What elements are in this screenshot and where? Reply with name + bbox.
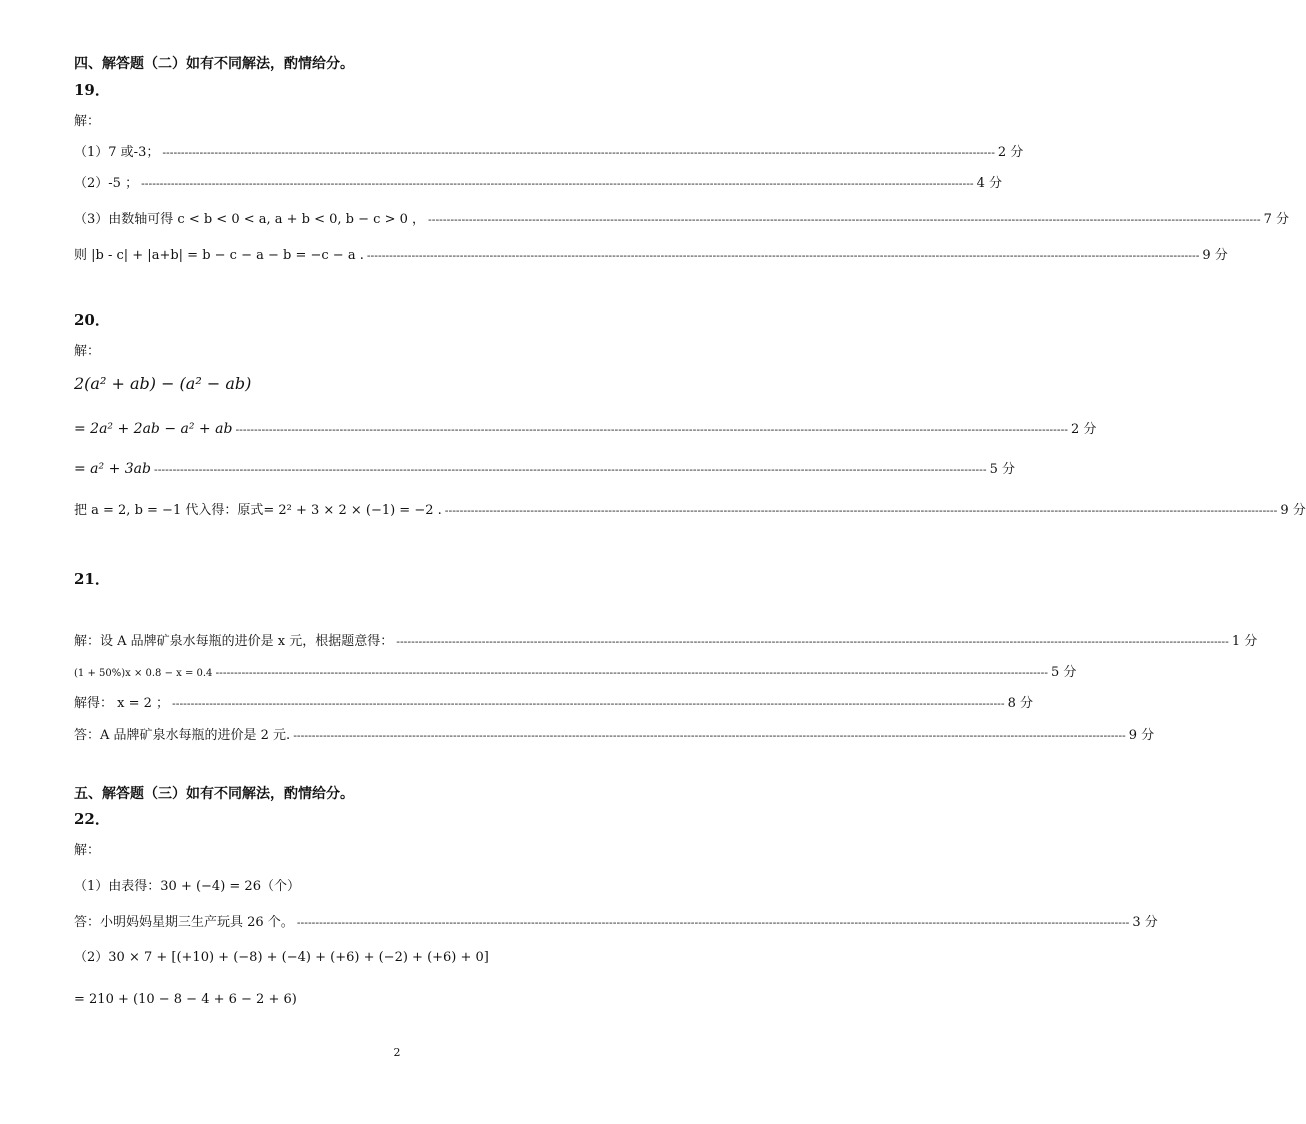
solution-label: 解： xyxy=(74,344,101,359)
answer-text: 解得： x = 2 ； xyxy=(74,696,170,711)
dash-leader: -------------------------------------------------------------------------------------------------------------------------------------------------------------------------------------------------------------------------------- xyxy=(444,504,1278,517)
solution-label: 解： xyxy=(74,843,101,858)
dash-leader: -------------------------------------------------------------------------------------------------------------------------------------------------------------------------------------------------------------------------------- xyxy=(172,697,1005,710)
dash-leader: -------------------------------------------------------------------------------------------------------------------------------------------------------------------------------------------------------------------------------- xyxy=(235,423,1068,436)
answer-line xyxy=(74,726,1155,746)
answer-line xyxy=(74,663,1077,684)
answer-line xyxy=(74,210,1289,230)
score-points: 4 分 xyxy=(976,176,1003,191)
score-points: 3 分 xyxy=(1132,915,1158,930)
score-points: 2 分 xyxy=(997,145,1024,160)
question-number-20: 20． xyxy=(74,311,110,329)
answer-line xyxy=(74,246,1228,266)
answer-line xyxy=(74,419,1097,440)
section-heading-4: 四、解答题（二）如有不同解法，酌情给分。 xyxy=(74,56,354,72)
dash-leader: -------------------------------------------------------------------------------------------------------------------------------------------------------------------------------------------------------------------------------- xyxy=(141,177,974,190)
answer-line xyxy=(74,174,1003,194)
dash-leader: -------------------------------------------------------------------------------------------------------------------------------------------------------------------------------------------------------------------------------- xyxy=(154,463,987,476)
answer-line xyxy=(74,632,1258,652)
answer-line xyxy=(74,913,1158,933)
dash-leader: -------------------------------------------------------------------------------------------------------------------------------------------------------------------------------------------------------------------------------- xyxy=(428,213,1261,226)
answer-text: （2）30 × 7 + [(+10) + (−8) + (−4) + (+6) + (−2) + (+6) + 0] xyxy=(74,950,489,965)
question-number-19: 19． xyxy=(74,81,110,99)
score-points: 7 分 xyxy=(1263,212,1289,227)
score-points: 5 分 xyxy=(1051,665,1077,680)
answer-line xyxy=(74,143,1024,163)
score-points: 5 分 xyxy=(989,462,1015,477)
dash-leader: -------------------------------------------------------------------------------------------------------------------------------------------------------------------------------------------------------------------------------- xyxy=(215,666,1048,679)
answer-text: = 210 + (10 − 8 − 4 + 6 − 2 + 6) xyxy=(74,992,297,1007)
answer-text: 解：设 A 品牌矿泉水每瓶的进价是 x 元，根据题意得： xyxy=(74,634,394,649)
question-number-21: 21． xyxy=(74,570,110,588)
score-points: 2 分 xyxy=(1071,422,1097,437)
score-points: 1 分 xyxy=(1231,634,1258,649)
dash-leader: -------------------------------------------------------------------------------------------------------------------------------------------------------------------------------------------------------------------------------- xyxy=(396,635,1229,648)
answer-text: = a² + 3ab xyxy=(74,461,151,477)
section-heading-5: 五、解答题（三）如有不同解法，酌情给分。 xyxy=(74,786,354,802)
answer-line xyxy=(74,694,1033,714)
score-points: 9 分 xyxy=(1128,728,1155,743)
solution-label: 解： xyxy=(74,114,101,129)
answer-text: = 2a² + 2ab − a² + ab xyxy=(74,421,233,437)
answer-text: 答：小明妈妈星期三生产玩具 26 个。 xyxy=(74,915,294,930)
page-number: 2 xyxy=(393,1046,401,1059)
answer-line xyxy=(74,459,1015,480)
score-points: 8 分 xyxy=(1007,696,1033,711)
answer-text: （3）由数轴可得 c < b < 0 < a, a + b < 0, b − c > 0 ， xyxy=(74,212,426,227)
dash-leader: -------------------------------------------------------------------------------------------------------------------------------------------------------------------------------------------------------------------------------- xyxy=(293,729,1126,742)
dash-leader: -------------------------------------------------------------------------------------------------------------------------------------------------------------------------------------------------------------------------------- xyxy=(162,146,995,159)
dash-leader: -------------------------------------------------------------------------------------------------------------------------------------------------------------------------------------------------------------------------------- xyxy=(296,916,1130,929)
answer-text: （2）-5 ； xyxy=(74,176,139,191)
answer-text: (1 + 50%)x × 0.8 − x = 0.4 xyxy=(74,668,213,679)
score-points: 9 分 xyxy=(1202,248,1228,263)
expression: 2(a² + ab) − (a² − ab) xyxy=(74,374,252,393)
question-number-22: 22． xyxy=(74,810,110,828)
answer-text: 则 |b - c| + |a+b| = b − c − a − b = −c − a . xyxy=(74,248,364,263)
answer-text: （1）由表得：30 + (−4) = 26（个） xyxy=(74,879,300,894)
answer-text: （1）7 或-3； xyxy=(74,145,160,160)
answer-text: 把 a = 2, b = −1 代入得：原式= 2² + 3 × 2 × (−1) = −2 . xyxy=(74,503,442,518)
score-points: 9 分 xyxy=(1280,503,1306,518)
answer-text: 答：A 品牌矿泉水每瓶的进价是 2 元. xyxy=(74,728,291,743)
answer-line xyxy=(74,501,1306,521)
dash-leader: -------------------------------------------------------------------------------------------------------------------------------------------------------------------------------------------------------------------------------- xyxy=(366,249,1200,262)
